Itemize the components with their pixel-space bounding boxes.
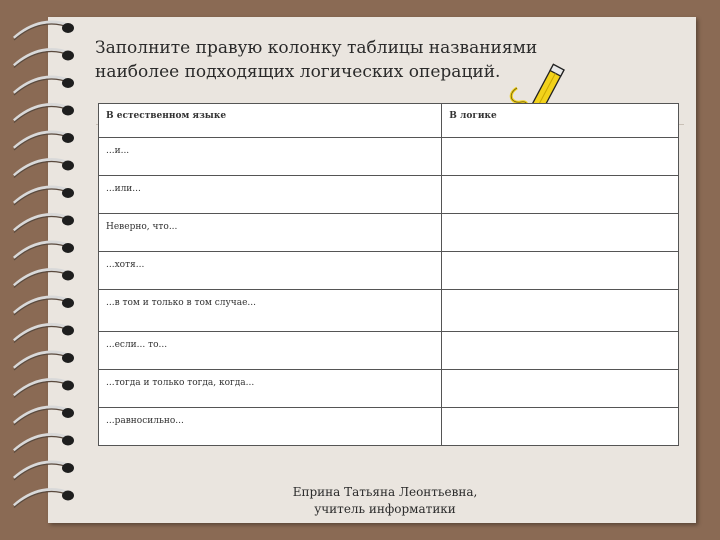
author-caption xyxy=(290,484,480,518)
natural-phrase-cell: ...хотя... xyxy=(99,252,442,290)
natural-phrase-cell: ...и... xyxy=(99,138,442,176)
page-title: Заполните правую колонку таблицы названиями наиболее подходящих логических операций. xyxy=(95,38,538,82)
header-logic: В логике xyxy=(442,104,679,138)
logic-answer-cell[interactable] xyxy=(442,332,679,370)
table-header-row xyxy=(99,104,679,138)
table-row xyxy=(99,332,679,370)
header-natural-language: В естественном языке xyxy=(99,104,442,138)
natural-phrase-cell: Неверно, что... xyxy=(99,214,442,252)
table-row xyxy=(99,214,679,252)
natural-phrase-cell: ...или... xyxy=(99,176,442,214)
table-row xyxy=(99,176,679,214)
logic-answer-cell[interactable] xyxy=(442,138,679,176)
table-row xyxy=(99,138,679,176)
logic-answer-cell[interactable] xyxy=(442,370,679,408)
logic-table xyxy=(98,103,679,446)
natural-phrase-cell: ...в том и только в том случае... xyxy=(99,290,442,332)
logic-answer-cell[interactable] xyxy=(442,408,679,446)
table-row xyxy=(99,408,679,446)
natural-phrase-cell: ...если... то... xyxy=(99,332,442,370)
logic-answer-cell[interactable] xyxy=(442,290,679,332)
author-role: учитель информатики xyxy=(314,502,456,516)
author-name: Еприна Татьяна Леонтьевна, xyxy=(292,485,478,499)
logic-answer-cell[interactable] xyxy=(442,252,679,290)
table-row xyxy=(99,370,679,408)
logic-answer-cell[interactable] xyxy=(442,176,679,214)
logic-answer-cell[interactable] xyxy=(442,214,679,252)
spiral-binding-icon xyxy=(8,18,80,524)
natural-phrase-cell: ...тогда и только тогда, когда... xyxy=(99,370,442,408)
table-row xyxy=(99,290,679,332)
table-row xyxy=(99,252,679,290)
natural-phrase-cell: ...равносильно... xyxy=(99,408,442,446)
